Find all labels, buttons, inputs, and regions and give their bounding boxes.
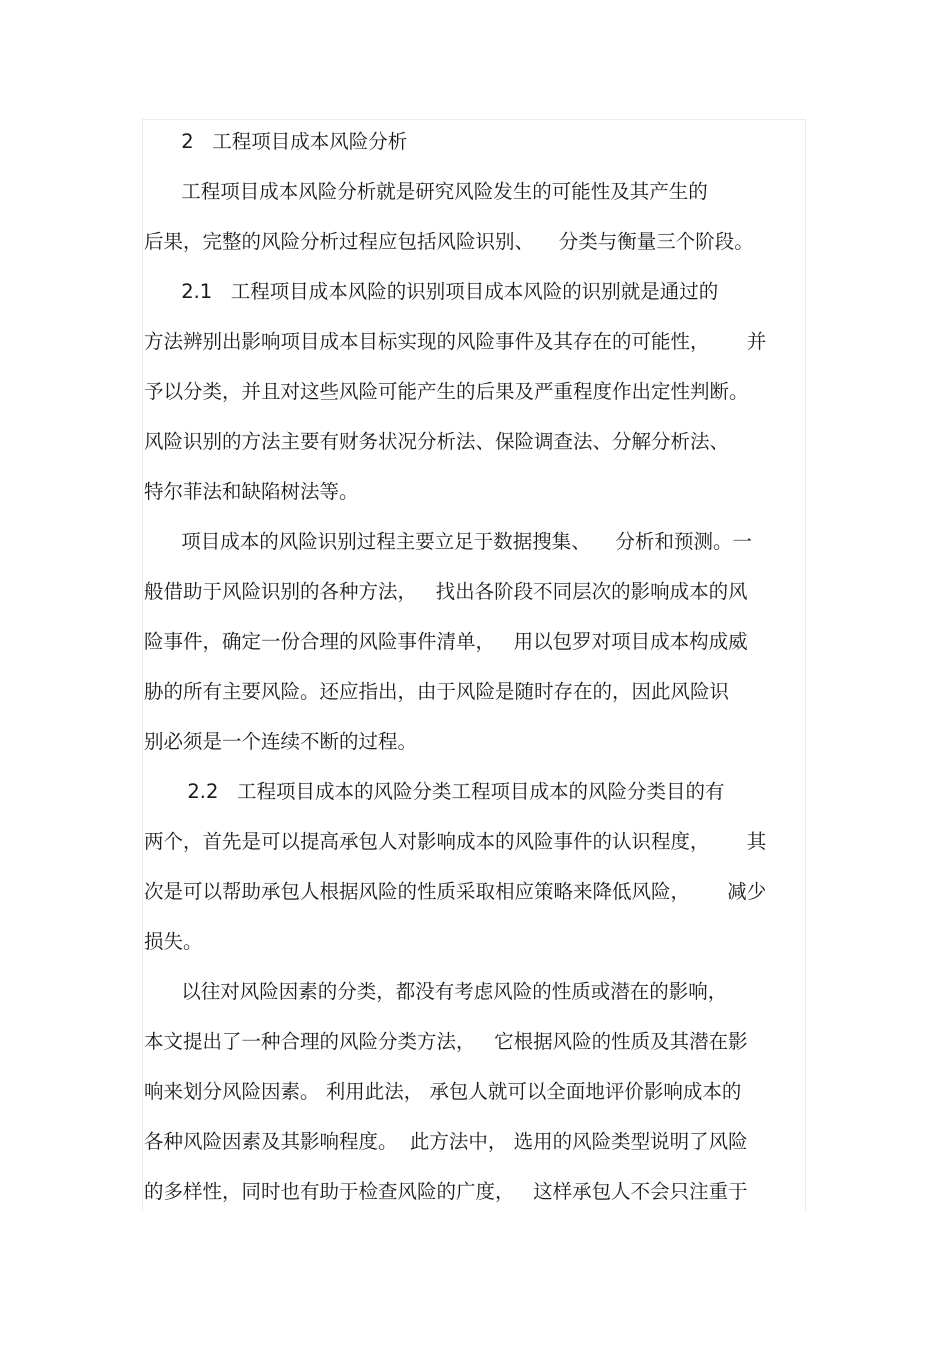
- text-line: 项目成本的风险识别过程主要立足于数据搜集、 分析和预测。一: [144, 530, 752, 553]
- text-line: 响来划分风险因素。 利用此法， 承包人就可以全面地评价影响成本的: [144, 1080, 742, 1103]
- text-line: 后果，完整的风险分析过程应包括风险识别、 分类与衡量三个阶段。: [144, 230, 754, 253]
- text-line: 般借助于风险识别的各种方法， 找出各阶段不同层次的影响成本的风: [144, 580, 748, 603]
- text-line: 予以分类，并且对这些风险可能产生的后果及严重程度作出定性判断。: [144, 380, 749, 403]
- section-heading: 2 工程项目成本风险分析: [144, 130, 408, 153]
- subsection-heading: 2.2 工程项目成本的风险分类工程项目成本的风险分类目的有: [144, 780, 725, 803]
- text-line: 方法辨别出影响项目成本目标实现的风险事件及其存在的可能性， 并: [144, 330, 767, 353]
- text-line: 以往对风险因素的分类，都没有考虑风险的性质或潜在的影响，: [144, 980, 728, 1003]
- text-line: 险事件，确定一份合理的风险事件清单， 用以包罗对项目成本构成威: [144, 630, 748, 653]
- text-line: 胁的所有主要风险。还应指出，由于风险是随时存在的，因此风险识: [144, 680, 730, 703]
- text-line: 风险识别的方法主要有财务状况分析法、保险调查法、分解分析法、: [144, 430, 730, 453]
- text-line: 各种风险因素及其影响程度。 此方法中， 选用的风险类型说明了风险: [144, 1130, 748, 1153]
- text-line: 次是可以帮助承包人根据风险的性质采取相应策略来降低风险， 减少: [144, 880, 767, 903]
- text-line: 工程项目成本风险分析就是研究风险发生的可能性及其产生的: [144, 180, 708, 203]
- subsection-heading: 2.1 工程项目成本风险的识别项目成本风险的识别就是通过的: [144, 280, 719, 303]
- text-line: 损失。: [144, 930, 203, 953]
- text-line: 本文提出了一种合理的风险分类方法， 它根据风险的性质及其潜在影: [144, 1030, 748, 1053]
- text-line: 特尔菲法和缺陷树法等。: [144, 480, 359, 503]
- text-line: 两个，首先是可以提高承包人对影响成本的风险事件的认识程度， 其: [144, 830, 767, 853]
- text-line: 的多样性，同时也有助于检查风险的广度， 这样承包人不会只注重于: [144, 1180, 748, 1203]
- text-line: 别必须是一个连续不断的过程。: [144, 730, 418, 753]
